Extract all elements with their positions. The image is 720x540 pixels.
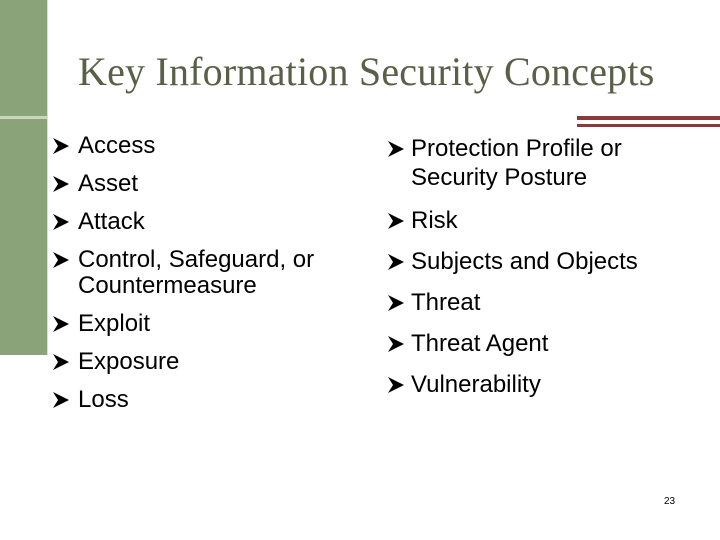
sidebar-accent [0, 0, 47, 355]
list-item-label: Asset [78, 170, 139, 197]
arrowhead-bullet-icon [50, 389, 72, 411]
list-item [50, 387, 370, 413]
arrowhead-bullet-icon [50, 135, 72, 157]
list-item [385, 331, 715, 357]
list-item-label: Protection Profile or [411, 135, 622, 162]
list-item-label: Access [78, 132, 156, 159]
title-rule-left [0, 116, 47, 119]
arrowhead-bullet-icon [50, 211, 72, 233]
list-item [385, 136, 715, 194]
arrowhead-bullet-icon [385, 210, 407, 232]
title-rule-accent-bottom [577, 124, 720, 127]
arrowhead-bullet-icon [385, 251, 407, 273]
arrowhead-bullet-icon [50, 351, 72, 373]
arrowhead-bullet-icon [385, 138, 407, 160]
list-item-label: Subjects and Objects [411, 248, 638, 275]
list-item [50, 311, 370, 337]
list-item [385, 290, 715, 316]
list-item-label-continued: Security Posture [411, 164, 588, 191]
list-item [385, 249, 715, 275]
list-item [385, 208, 715, 234]
list-item-label: Control, Safeguard, or [78, 246, 315, 273]
list-item [50, 247, 370, 299]
list-item-label: Threat Agent [411, 330, 549, 357]
sidebar-accent-edge [47, 0, 48, 355]
page-number: 23 [664, 496, 676, 507]
list-item [50, 349, 370, 375]
arrowhead-bullet-icon [385, 292, 407, 314]
arrowhead-bullet-icon [385, 333, 407, 355]
right-concept-list [385, 136, 715, 413]
list-item-label: Exposure [78, 348, 180, 375]
list-item-label: Loss [78, 386, 129, 413]
slide-title: Key Information Security Concepts [78, 49, 655, 94]
list-item [50, 133, 370, 159]
arrowhead-bullet-icon [50, 249, 72, 271]
title-rule-accent-top [577, 116, 720, 120]
list-item-label-continued: Countermeasure [78, 272, 257, 299]
list-item-label: Attack [78, 208, 145, 235]
list-item [50, 171, 370, 197]
list-item [50, 209, 370, 235]
list-item-label: Threat [411, 289, 481, 316]
list-item-label: Exploit [78, 310, 151, 337]
list-item-label: Risk [411, 207, 458, 234]
arrowhead-bullet-icon [50, 313, 72, 335]
arrowhead-bullet-icon [50, 173, 72, 195]
list-item-label: Vulnerability [411, 371, 541, 398]
left-concept-list [50, 133, 370, 425]
list-item [385, 372, 715, 398]
arrowhead-bullet-icon [385, 374, 407, 396]
